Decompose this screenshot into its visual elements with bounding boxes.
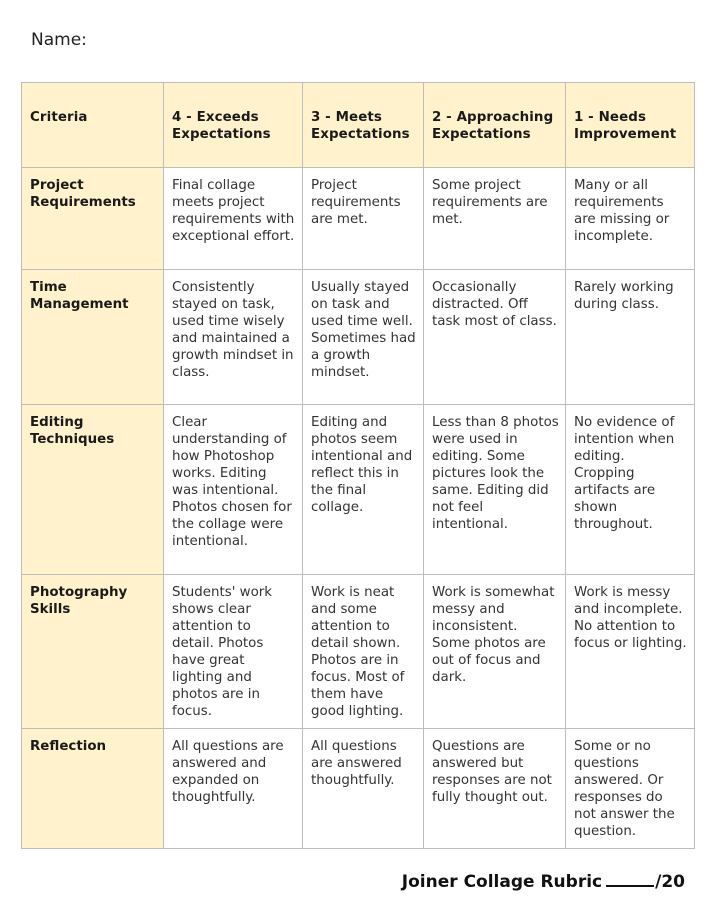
score-suffix: /20 (655, 872, 685, 892)
score-blank (606, 869, 654, 887)
rubric-cell: Work is neat and some attention to detail shown. Photos are in focus. Most of them have good lighting. (303, 575, 424, 729)
rubric-cell: Usually stayed on task and used time well. Sometimes had a growth mindset. (303, 270, 424, 405)
rubric-cell: Many or all requirements are missing or incomplete. (566, 168, 695, 270)
rubric-cell: No evidence of intention when editing. Cropping artifacts are shown throughout. (566, 405, 695, 575)
rubric-cell: Editing and photos seem intentional and reflect this in the final collage. (303, 405, 424, 575)
rubric-cell: Consistently stayed on task, used time wisely and maintained a growth mindset in class. (164, 270, 303, 405)
footer-title: Joiner Collage Rubric (401, 872, 603, 892)
table-row (22, 729, 695, 849)
header-meets: 3 - Meets Expectations (303, 83, 424, 168)
criteria-cell: Reflection (22, 729, 164, 849)
criteria-cell: Time Management (22, 270, 164, 405)
rubric-cell: Clear understanding of how Photoshop works. Editing was intentional. Photos chosen for the collage were intentional. (164, 405, 303, 575)
rubric-cell: Questions are answered but responses are not fully thought out. (424, 729, 566, 849)
rubric-cell: Work is messy and incomplete. No attention to focus or lighting. (566, 575, 695, 729)
header-criteria: Criteria (22, 83, 164, 168)
table-row (22, 575, 695, 729)
table-row (22, 405, 695, 575)
rubric-cell: Rarely working during class. (566, 270, 695, 405)
rubric-cell: Work is somewhat messy and inconsistent. Some photos are out of focus and dark. (424, 575, 566, 729)
header-approaching: 2 - Approaching Expectations (424, 83, 566, 168)
rubric-cell: Some project requirements are met. (424, 168, 566, 270)
rubric-cell: Less than 8 photos were used in editing. Some pictures look the same. Editing did not feel intentional. (424, 405, 566, 575)
rubric-cell: Students' work shows clear attention to detail. Photos have great lighting and photos are in focus. (164, 575, 303, 729)
table-row (22, 270, 695, 405)
criteria-cell: Project Requirements (22, 168, 164, 270)
rubric-cell: Some or no questions answered. Or responses do not answer the question. (566, 729, 695, 849)
rubric-cell: Occasionally distracted. Off task most of class. (424, 270, 566, 405)
rubric-table (21, 82, 695, 849)
table-row (22, 168, 695, 270)
header-exceeds: 4 - Exceeds Expectations (164, 83, 303, 168)
rubric-cell: All questions are answered thoughtfully. (303, 729, 424, 849)
header-needs-improvement: 1 - Needs Improvement (566, 83, 695, 168)
rubric-cell: All questions are answered and expanded on thoughtfully. (164, 729, 303, 849)
criteria-cell: Editing Techniques (22, 405, 164, 575)
criteria-cell: Photography Skills (22, 575, 164, 729)
header-row (22, 83, 695, 168)
name-label: Name: (31, 30, 87, 50)
rubric-cell: Project requirements are met. (303, 168, 424, 270)
footer-score-line (402, 869, 685, 892)
rubric-cell: Final collage meets project requirements with exceptional effort. (164, 168, 303, 270)
